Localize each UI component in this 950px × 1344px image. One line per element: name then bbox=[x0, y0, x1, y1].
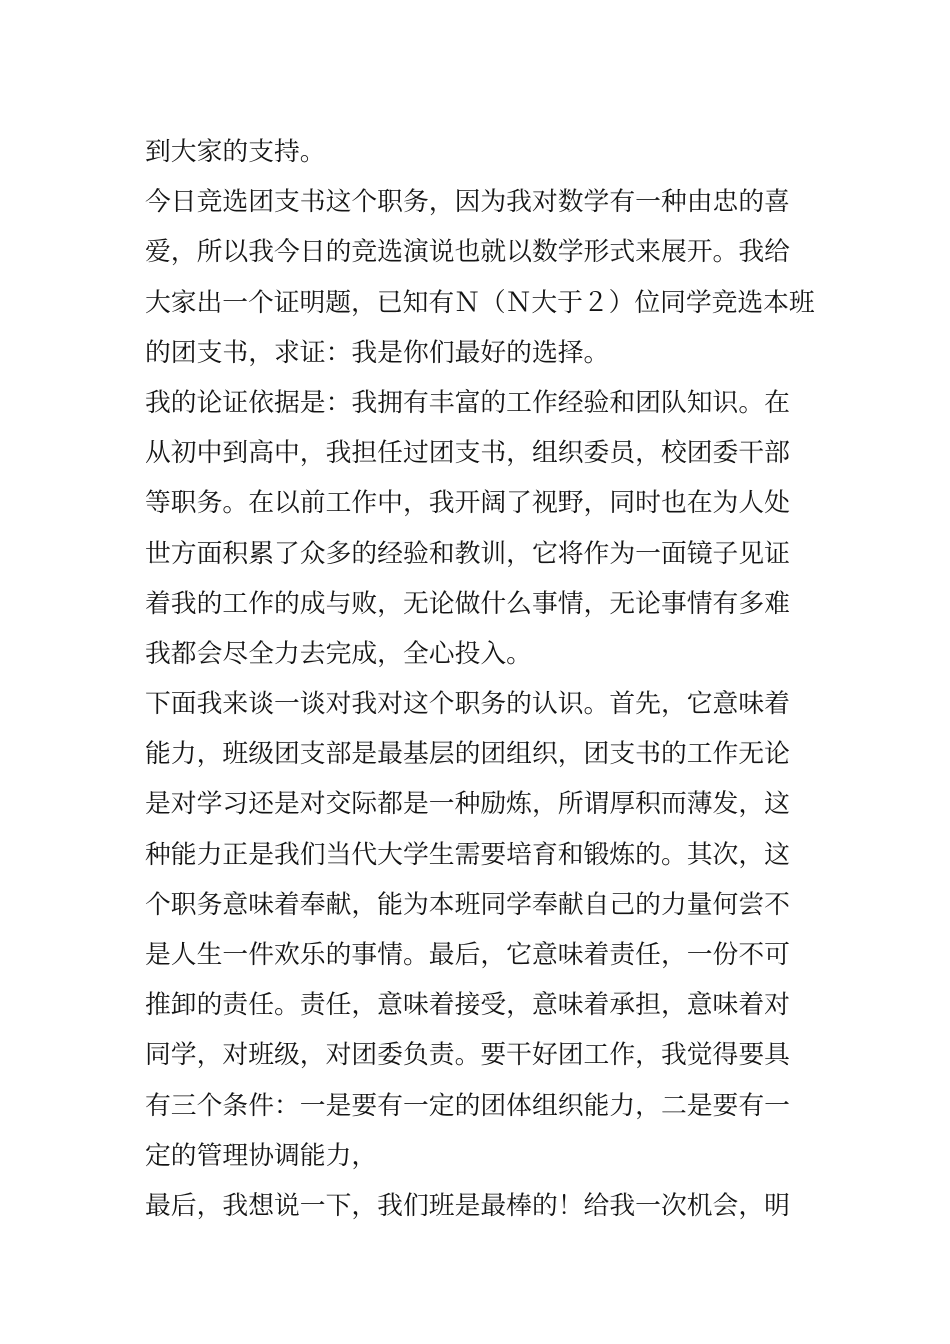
text-line: 等职务。在以前工作中，我开阔了视野，同时也在为人处 bbox=[145, 488, 790, 519]
document-body bbox=[145, 127, 815, 1231]
text-line: 是人生一件欢乐的事情。最后，它意味着责任，一份不可 bbox=[145, 940, 790, 970]
text-line: 种能力正是我们当代大学生需要培育和锻炼的。其次，这 bbox=[145, 839, 790, 870]
text-line: 今日竞选团支书这个职务，因为我对数学有一种由忠的喜 bbox=[145, 187, 790, 218]
text-line: 大家出一个证明题，已知有Ｎ（Ｎ大于２）位同学竞选本班 bbox=[145, 287, 815, 318]
text-line: 着我的工作的成与败，无论做什么事情，无论事情有多难 bbox=[145, 588, 790, 619]
text-line: 最后，我想说一下，我们班是最棒的！给我一次机会，明 bbox=[145, 1190, 790, 1221]
text-line: 下面我来谈一谈对我对这个职务的认识。首先，它意味着 bbox=[145, 689, 790, 720]
text-line: 到大家的支持。 bbox=[145, 137, 326, 167]
text-line: 定的管理协调能力， bbox=[145, 1140, 378, 1171]
text-line: 个职务意味着奉献，能为本班同学奉献自己的力量何尝不 bbox=[145, 889, 790, 920]
text-line: 是对学习还是对交际都是一种励炼，所谓厚积而薄发，这 bbox=[145, 789, 790, 820]
text-line: 从初中到高中，我担任过团支书，组织委员，校团委干部 bbox=[145, 438, 790, 469]
text-line: 世方面积累了众多的经验和教训，它将作为一面镜子见证 bbox=[145, 538, 790, 569]
text-line: 我的论证依据是：我拥有丰富的工作经验和团队知识。在 bbox=[145, 387, 790, 418]
text-line: 推卸的责任。责任，意味着接受，意味着承担，意味着对 bbox=[145, 990, 790, 1021]
text-line: 有三个条件：一是要有一定的团体组织能力，二是要有一 bbox=[145, 1090, 790, 1121]
text-line: 爱，所以我今日的竞选演说也就以数学形式来展开。我给 bbox=[145, 237, 790, 268]
text-line: 我都会尽全力去完成，全心投入。 bbox=[145, 638, 532, 669]
text-line: 同学，对班级，对团委负责。要干好团工作，我觉得要具 bbox=[145, 1040, 790, 1071]
text-line: 的团支书，求证：我是你们最好的选择。 bbox=[145, 337, 610, 368]
text-line: 能力，班级团支部是最基层的团组织，团支书的工作无论 bbox=[145, 739, 790, 770]
